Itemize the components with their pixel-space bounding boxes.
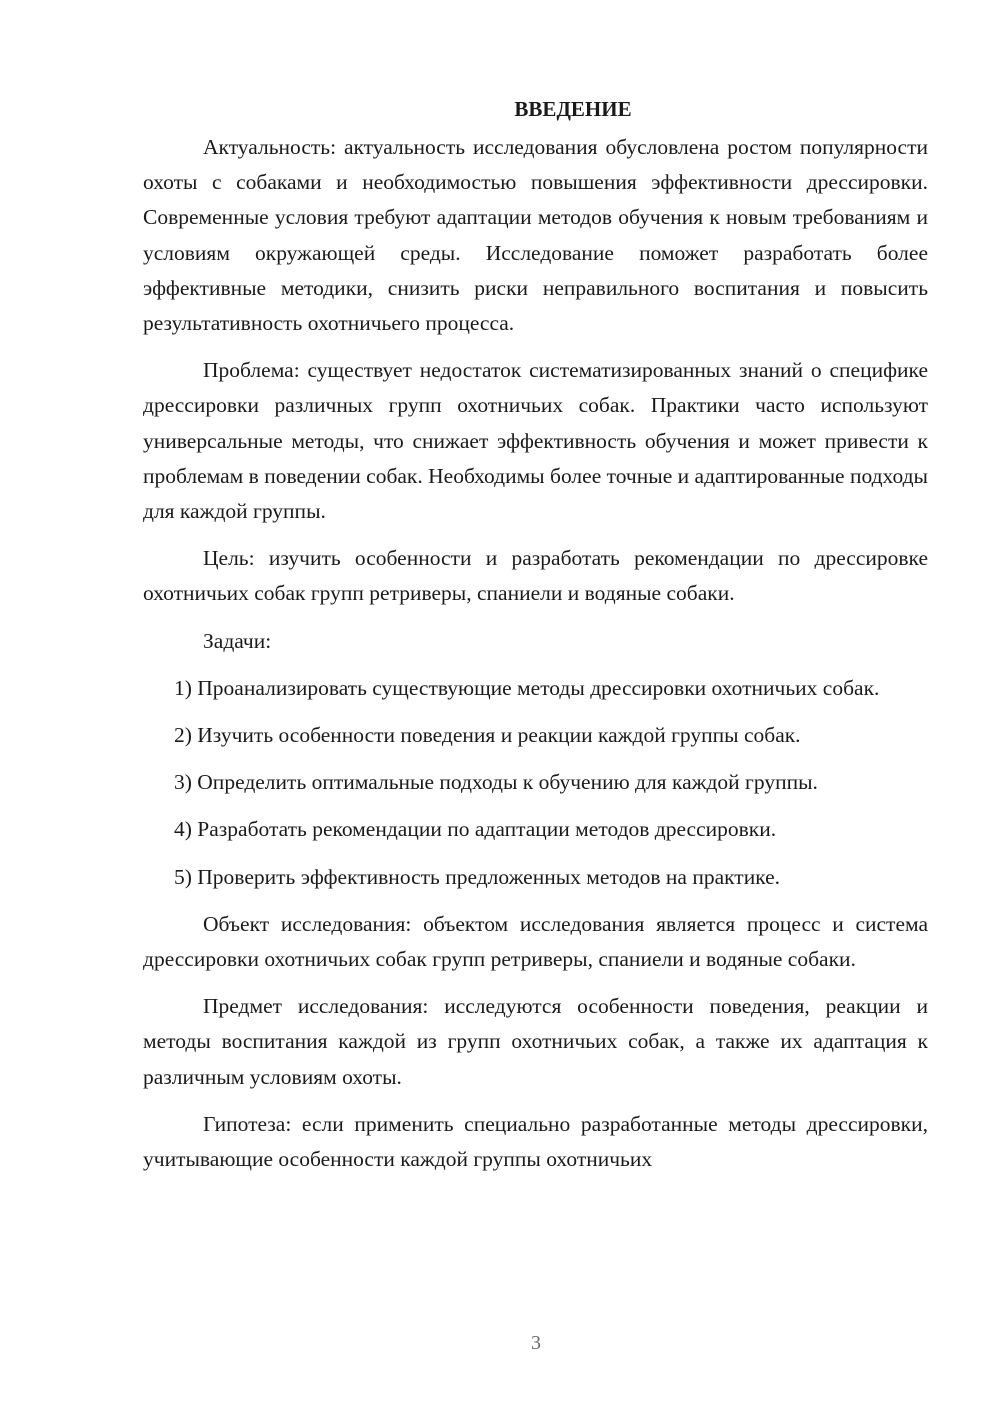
- list-item: 3) Определить оптимальные подходы к обучению для каждой группы.: [174, 770, 818, 795]
- tasks-label: Задачи:: [203, 628, 272, 653]
- paragraph-hypothesis: Гипотеза: если применить специально разработанные методы дрессировки, учитывающие особенности каждой группы охотничьих: [143, 1111, 928, 1172]
- paragraph-object: Объект исследования: объектом исследования является процесс и система дрессировки охотничьих собак групп ретриверы, спаниели и водяные собаки.: [143, 911, 928, 972]
- task-list: [143, 671, 928, 895]
- list-item: 2) Изучить особенности поведения и реакции каждой группы собак.: [174, 723, 801, 748]
- paragraph-relevance: Актуальность: актуальность исследования обусловлена ростом популярности охоты с собаками и необходимостью повышения эффективности дрессировки. Современные условия требуют адаптации методов обучения к новым требованиям и условиям окружающей среды. Исследование поможет разработать более эффективные методики, снизить риски неправильного воспитания и повысить результативность охотничьего процесса.: [143, 135, 928, 336]
- paragraph-subject: Предмет исследования: исследуются особенности поведения, реакции и методы воспитания каждой из групп охотничьих собак, а также их адаптация к различным условиям охоты.: [143, 994, 928, 1089]
- list-item: 5) Проверить эффективность предложенных методов на практике.: [174, 864, 781, 889]
- list-item: 4) Разработать рекомендации по адаптации методов дрессировки.: [174, 817, 777, 842]
- paragraph-goal: Цель: изучить особенности и разработать рекомендации по дрессировке охотничьих собак групп ретриверы, спаниели и водяные собаки.: [143, 546, 928, 606]
- list-item: 1) Проанализировать существующие методы дрессировки охотничьих собак.: [174, 675, 880, 700]
- paragraph-problem: Проблема: существует недостаток систематизированных знаний о специфике дрессировки различных групп охотничьих собак. Практики часто используют универсальные методы, что снижает эффективность обучения и может привести к проблемам в поведении собак. Необходимы более точные и адаптированные подходы для каждой группы.: [143, 358, 928, 524]
- page-title: ВВЕДЕНИЕ: [514, 97, 632, 121]
- page-number: 3: [531, 1332, 541, 1354]
- document-page: [143, 92, 928, 1189]
